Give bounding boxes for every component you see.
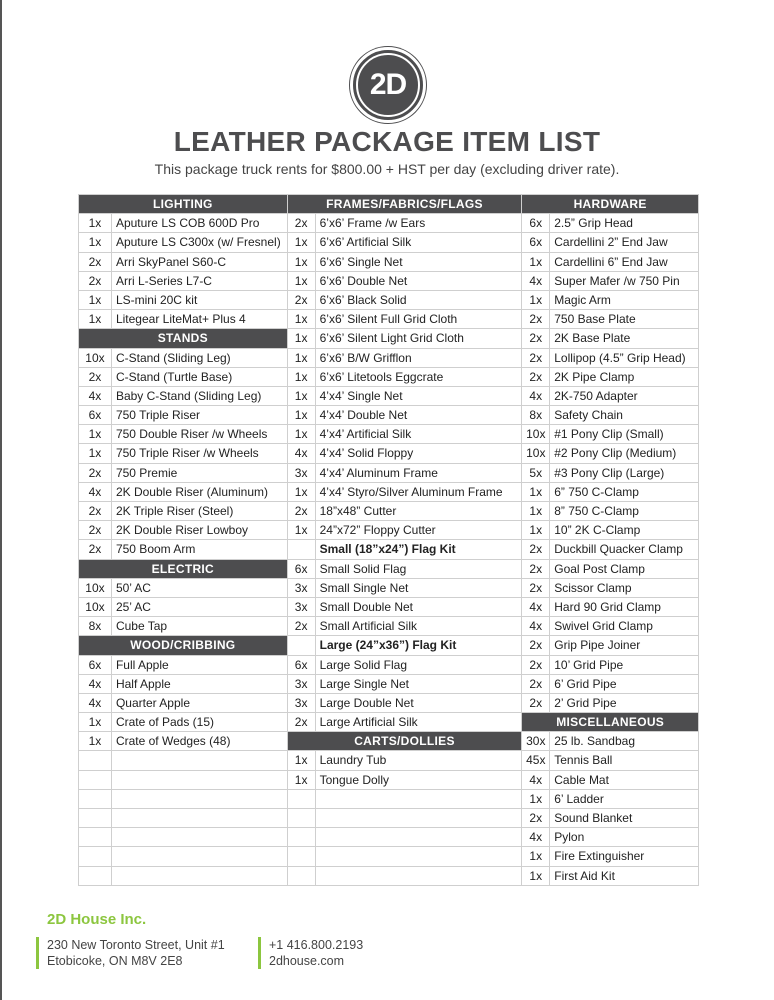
item-quantity: 2x <box>79 521 112 540</box>
kit-heading: Large (24”x36”) Flag Kit <box>316 636 523 655</box>
item-quantity: 3x <box>288 598 316 617</box>
item-quantity <box>288 828 316 847</box>
item-name: Large Single Net <box>316 675 523 694</box>
item-name: Large Solid Flag <box>316 656 523 675</box>
item-name: 2.5” Grip Head <box>550 214 699 233</box>
item-name: Half Apple <box>112 675 288 694</box>
item-quantity: 2x <box>522 656 550 675</box>
table-row <box>79 828 699 847</box>
item-name: 25’ AC <box>112 598 288 617</box>
item-quantity: 2x <box>79 253 112 272</box>
item-quantity: 2x <box>288 291 316 310</box>
item-quantity <box>79 790 112 809</box>
item-name: Cable Mat <box>550 771 699 790</box>
item-quantity: 8x <box>522 406 550 425</box>
item-name: Tennis Ball <box>550 751 699 770</box>
table-row <box>79 675 699 694</box>
item-name <box>112 751 288 770</box>
item-quantity: 3x <box>288 675 316 694</box>
item-name <box>112 809 288 828</box>
page-title: LEATHER PACKAGE ITEM LIST <box>173 126 601 157</box>
table-row <box>79 502 699 521</box>
table-row <box>79 598 699 617</box>
item-name: Crate of Wedges (48) <box>112 732 288 751</box>
item-quantity: 1x <box>288 521 316 540</box>
item-quantity: 2x <box>288 713 316 732</box>
item-quantity: 1x <box>288 751 316 770</box>
item-name <box>112 790 288 809</box>
item-name: Hard 90 Grid Clamp <box>550 598 699 617</box>
page-subtitle: This package truck rents for $800.00 + HST per day (excluding driver rate). <box>154 161 620 177</box>
item-quantity: 1x <box>288 233 316 252</box>
item-name: 25 lb. Sandbag <box>550 732 699 751</box>
item-name: Cardellini 2” End Jaw <box>550 233 699 252</box>
item-quantity: 1x <box>522 867 550 886</box>
item-name: 750 Triple Riser <box>112 406 288 425</box>
item-quantity: 1x <box>288 272 316 291</box>
item-quantity <box>79 847 112 866</box>
item-quantity <box>288 809 316 828</box>
item-name: 4’x4’ Single Net <box>316 387 523 406</box>
phone-number: +1 416.800.2193 <box>269 938 364 952</box>
item-quantity: 4x <box>522 771 550 790</box>
item-name: C-Stand (Turtle Base) <box>112 368 288 387</box>
table-row <box>79 291 699 310</box>
item-name: 6’x6’ Single Net <box>316 253 523 272</box>
item-name: 2K Double Riser (Aluminum) <box>112 483 288 502</box>
table-row <box>79 368 699 387</box>
item-quantity: 1x <box>522 253 550 272</box>
item-quantity: 1x <box>79 713 112 732</box>
item-quantity: 2x <box>522 560 550 579</box>
item-quantity: 2x <box>522 310 550 329</box>
item-name: 4’x4’ Styro/Silver Aluminum Frame <box>316 483 523 502</box>
item-name: 10’ Grid Pipe <box>550 656 699 675</box>
item-quantity: 1x <box>522 291 550 310</box>
item-name: 4’x4’ Double Net <box>316 406 523 425</box>
item-name: 750 Premie <box>112 464 288 483</box>
item-quantity: 1x <box>288 310 316 329</box>
item-quantity: 2x <box>522 579 550 598</box>
table-row <box>79 847 699 866</box>
item-name: Large Double Net <box>316 694 523 713</box>
website-link[interactable]: 2dhouse.com <box>269 954 345 968</box>
item-list-table <box>78 194 699 886</box>
item-quantity: 4x <box>79 694 112 713</box>
item-quantity: 3x <box>288 694 316 713</box>
item-name: Small Single Net <box>316 579 523 598</box>
item-quantity: 4x <box>522 272 550 291</box>
item-quantity <box>79 751 112 770</box>
item-name: Fire Extinguisher <box>550 847 699 866</box>
item-quantity: 1x <box>79 444 112 463</box>
item-quantity: 2x <box>522 329 550 348</box>
item-name: 50’ AC <box>112 579 288 598</box>
footer-contact <box>258 937 363 969</box>
item-quantity: 4x <box>522 617 550 636</box>
address-line-2: Etobicoke, ON M8V 2E8 <box>47 954 183 968</box>
table-row <box>79 425 699 444</box>
item-name: C-Stand (Sliding Leg) <box>112 349 288 368</box>
item-name: 6’ Grid Pipe <box>550 675 699 694</box>
item-quantity: 1x <box>79 732 112 751</box>
table-row <box>79 560 699 579</box>
item-name: Quarter Apple <box>112 694 288 713</box>
footer-company-name: 2D House Inc. <box>47 911 147 928</box>
table-row <box>79 233 699 252</box>
item-quantity: 1x <box>522 483 550 502</box>
item-quantity: 2x <box>522 675 550 694</box>
item-name: First Aid Kit <box>550 867 699 886</box>
item-name: Baby C-Stand (Sliding Leg) <box>112 387 288 406</box>
table-row <box>79 636 699 655</box>
item-name: 4’x4’ Solid Floppy <box>316 444 523 463</box>
item-name: Grip Pipe Joiner <box>550 636 699 655</box>
item-quantity <box>288 636 316 655</box>
company-logo <box>350 47 426 123</box>
item-name: 2K Double Riser Lowboy <box>112 521 288 540</box>
item-name: 2K Triple Riser (Steel) <box>112 502 288 521</box>
table-row <box>79 579 699 598</box>
item-quantity: 2x <box>522 349 550 368</box>
item-name: Magic Arm <box>550 291 699 310</box>
item-name: 750 Double Riser /w Wheels <box>112 425 288 444</box>
item-name: 6’x6’ Silent Light Grid Cloth <box>316 329 523 348</box>
item-name: #1 Pony Clip (Small) <box>550 425 699 444</box>
item-quantity: 1x <box>288 329 316 348</box>
item-name: Litegear LiteMat+ Plus 4 <box>112 310 288 329</box>
item-quantity: 6x <box>288 560 316 579</box>
item-quantity: 2x <box>522 368 550 387</box>
item-name: Small Artificial Silk <box>316 617 523 636</box>
item-name: 750 Base Plate <box>550 310 699 329</box>
section-header: WOOD/CRIBBING <box>79 636 288 655</box>
item-quantity: 4x <box>288 444 316 463</box>
item-name: 6’x6’ B/W Grifflon <box>316 349 523 368</box>
item-quantity: 1x <box>522 502 550 521</box>
item-name: Cardellini 6” End Jaw <box>550 253 699 272</box>
item-quantity: 1x <box>522 790 550 809</box>
item-name: 750 Triple Riser /w Wheels <box>112 444 288 463</box>
item-name: Arri L-Series L7-C <box>112 272 288 291</box>
section-header: MISCELLANEOUS <box>522 713 699 732</box>
item-name: Swivel Grid Clamp <box>550 617 699 636</box>
item-quantity: 2x <box>522 809 550 828</box>
section-header: CARTS/DOLLIES <box>288 732 523 751</box>
item-name: 10” 2K C-Clamp <box>550 521 699 540</box>
item-quantity: 6x <box>79 656 112 675</box>
item-quantity: 2x <box>288 617 316 636</box>
table-row <box>79 732 699 751</box>
table-row <box>79 310 699 329</box>
item-name: Cube Tap <box>112 617 288 636</box>
item-quantity: 10x <box>522 425 550 444</box>
section-header: ELECTRIC <box>79 560 288 579</box>
item-name: LS-mini 20C kit <box>112 291 288 310</box>
table-row <box>79 809 699 828</box>
item-name: #2 Pony Clip (Medium) <box>550 444 699 463</box>
table-row <box>79 253 699 272</box>
item-name: 6’x6’ Double Net <box>316 272 523 291</box>
item-quantity: 6x <box>79 406 112 425</box>
table-row <box>79 540 699 559</box>
table-row <box>79 694 699 713</box>
item-quantity: 1x <box>288 406 316 425</box>
kit-heading: Small (18”x24”) Flag Kit <box>316 540 523 559</box>
item-name: 6’ Ladder <box>550 790 699 809</box>
item-name: 2K Pipe Clamp <box>550 368 699 387</box>
item-name: 2’ Grid Pipe <box>550 694 699 713</box>
address-line-1: 230 New Toronto Street, Unit #1 <box>47 938 225 952</box>
item-quantity: 1x <box>288 368 316 387</box>
table-row <box>79 617 699 636</box>
item-name: Crate of Pads (15) <box>112 713 288 732</box>
table-row <box>79 771 699 790</box>
item-name <box>316 809 523 828</box>
item-quantity: 1x <box>288 387 316 406</box>
item-quantity: 4x <box>79 483 112 502</box>
item-name: Large Artificial Silk <box>316 713 523 732</box>
item-name <box>112 828 288 847</box>
table-row <box>79 483 699 502</box>
item-name: 2K-750 Adapter <box>550 387 699 406</box>
section-header: FRAMES/FABRICS/FLAGS <box>288 195 523 214</box>
item-quantity: 2x <box>522 540 550 559</box>
item-name: Pylon <box>550 828 699 847</box>
table-row <box>79 214 699 233</box>
item-quantity <box>288 790 316 809</box>
item-name: Arri SkyPanel S60-C <box>112 253 288 272</box>
item-quantity: 45x <box>522 751 550 770</box>
item-quantity: 10x <box>522 444 550 463</box>
table-row <box>79 195 699 214</box>
table-row <box>79 444 699 463</box>
item-name: 4’x4’ Aluminum Frame <box>316 464 523 483</box>
item-name <box>112 847 288 866</box>
item-quantity: 1x <box>288 349 316 368</box>
table-row <box>79 406 699 425</box>
item-quantity: 10x <box>79 349 112 368</box>
item-quantity: 6x <box>522 233 550 252</box>
item-name: 6” 750 C-Clamp <box>550 483 699 502</box>
item-name: Laundry Tub <box>316 751 523 770</box>
item-name: 8” 750 C-Clamp <box>550 502 699 521</box>
item-quantity <box>79 867 112 886</box>
table-row <box>79 329 699 348</box>
item-quantity: 1x <box>79 425 112 444</box>
table-row <box>79 751 699 770</box>
item-quantity: 8x <box>79 617 112 636</box>
item-quantity: 4x <box>79 675 112 694</box>
item-quantity: 2x <box>522 636 550 655</box>
item-quantity: 2x <box>288 214 316 233</box>
item-quantity: 1x <box>288 425 316 444</box>
item-name: 18”x48” Cutter <box>316 502 523 521</box>
item-quantity: 1x <box>79 233 112 252</box>
item-quantity: 3x <box>288 464 316 483</box>
item-name: Goal Post Clamp <box>550 560 699 579</box>
item-name <box>316 867 523 886</box>
item-quantity: 2x <box>79 540 112 559</box>
item-quantity: 4x <box>522 387 550 406</box>
item-quantity: 10x <box>79 598 112 617</box>
table-row <box>79 656 699 675</box>
item-quantity: 1x <box>288 771 316 790</box>
table-row <box>79 464 699 483</box>
item-name <box>316 790 523 809</box>
table-row <box>79 272 699 291</box>
item-name: #3 Pony Clip (Large) <box>550 464 699 483</box>
item-quantity: 4x <box>522 598 550 617</box>
item-quantity: 2x <box>522 694 550 713</box>
item-name: Aputure LS C300x (w/ Fresnel) <box>112 233 288 252</box>
item-name: 2K Base Plate <box>550 329 699 348</box>
item-quantity <box>79 809 112 828</box>
item-quantity: 1x <box>79 214 112 233</box>
item-quantity: 4x <box>79 387 112 406</box>
item-name <box>316 828 523 847</box>
item-name: 6’x6’ Black Solid <box>316 291 523 310</box>
item-quantity <box>288 867 316 886</box>
item-quantity: 2x <box>79 272 112 291</box>
item-name: Small Solid Flag <box>316 560 523 579</box>
item-quantity: 1x <box>522 847 550 866</box>
item-quantity: 6x <box>288 656 316 675</box>
section-header: STANDS <box>79 329 288 348</box>
item-name: Duckbill Quacker Clamp <box>550 540 699 559</box>
item-quantity <box>288 847 316 866</box>
item-quantity <box>79 771 112 790</box>
item-quantity: 1x <box>522 521 550 540</box>
item-quantity: 2x <box>288 502 316 521</box>
item-name <box>316 847 523 866</box>
item-quantity: 1x <box>79 291 112 310</box>
item-name: Scissor Clamp <box>550 579 699 598</box>
item-name <box>112 771 288 790</box>
item-name: Super Mafer /w 750 Pin <box>550 272 699 291</box>
item-name: Safety Chain <box>550 406 699 425</box>
item-quantity: 1x <box>79 310 112 329</box>
item-quantity <box>288 540 316 559</box>
item-quantity: 4x <box>522 828 550 847</box>
item-name: 24”x72” Floppy Cutter <box>316 521 523 540</box>
table-row <box>79 867 699 886</box>
table-row <box>79 790 699 809</box>
table-row <box>79 713 699 732</box>
table-row <box>79 521 699 540</box>
item-quantity: 3x <box>288 579 316 598</box>
item-name <box>112 867 288 886</box>
item-name: 6’x6’ Litetools Eggcrate <box>316 368 523 387</box>
item-quantity: 1x <box>288 253 316 272</box>
item-quantity: 5x <box>522 464 550 483</box>
item-quantity: 2x <box>79 464 112 483</box>
logo-text: 2D <box>356 53 420 117</box>
table-row <box>79 387 699 406</box>
item-quantity <box>79 828 112 847</box>
item-name: Sound Blanket <box>550 809 699 828</box>
item-name: 4’x4’ Artificial Silk <box>316 425 523 444</box>
item-quantity: 6x <box>522 214 550 233</box>
footer-address <box>36 937 225 969</box>
item-name: Small Double Net <box>316 598 523 617</box>
item-quantity: 10x <box>79 579 112 598</box>
item-quantity: 30x <box>522 732 550 751</box>
item-name: 6’x6’ Artificial Silk <box>316 233 523 252</box>
table-row <box>79 349 699 368</box>
section-header: HARDWARE <box>522 195 699 214</box>
item-name: Aputure LS COB 600D Pro <box>112 214 288 233</box>
item-quantity: 2x <box>79 502 112 521</box>
item-quantity: 1x <box>288 483 316 502</box>
item-quantity: 2x <box>79 368 112 387</box>
item-name: Lollipop (4.5” Grip Head) <box>550 349 699 368</box>
item-name: Tongue Dolly <box>316 771 523 790</box>
item-name: 6’x6’ Silent Full Grid Cloth <box>316 310 523 329</box>
section-header: LIGHTING <box>79 195 288 214</box>
item-name: Full Apple <box>112 656 288 675</box>
item-name: 6’x6’ Frame /w Ears <box>316 214 523 233</box>
item-name: 750 Boom Arm <box>112 540 288 559</box>
